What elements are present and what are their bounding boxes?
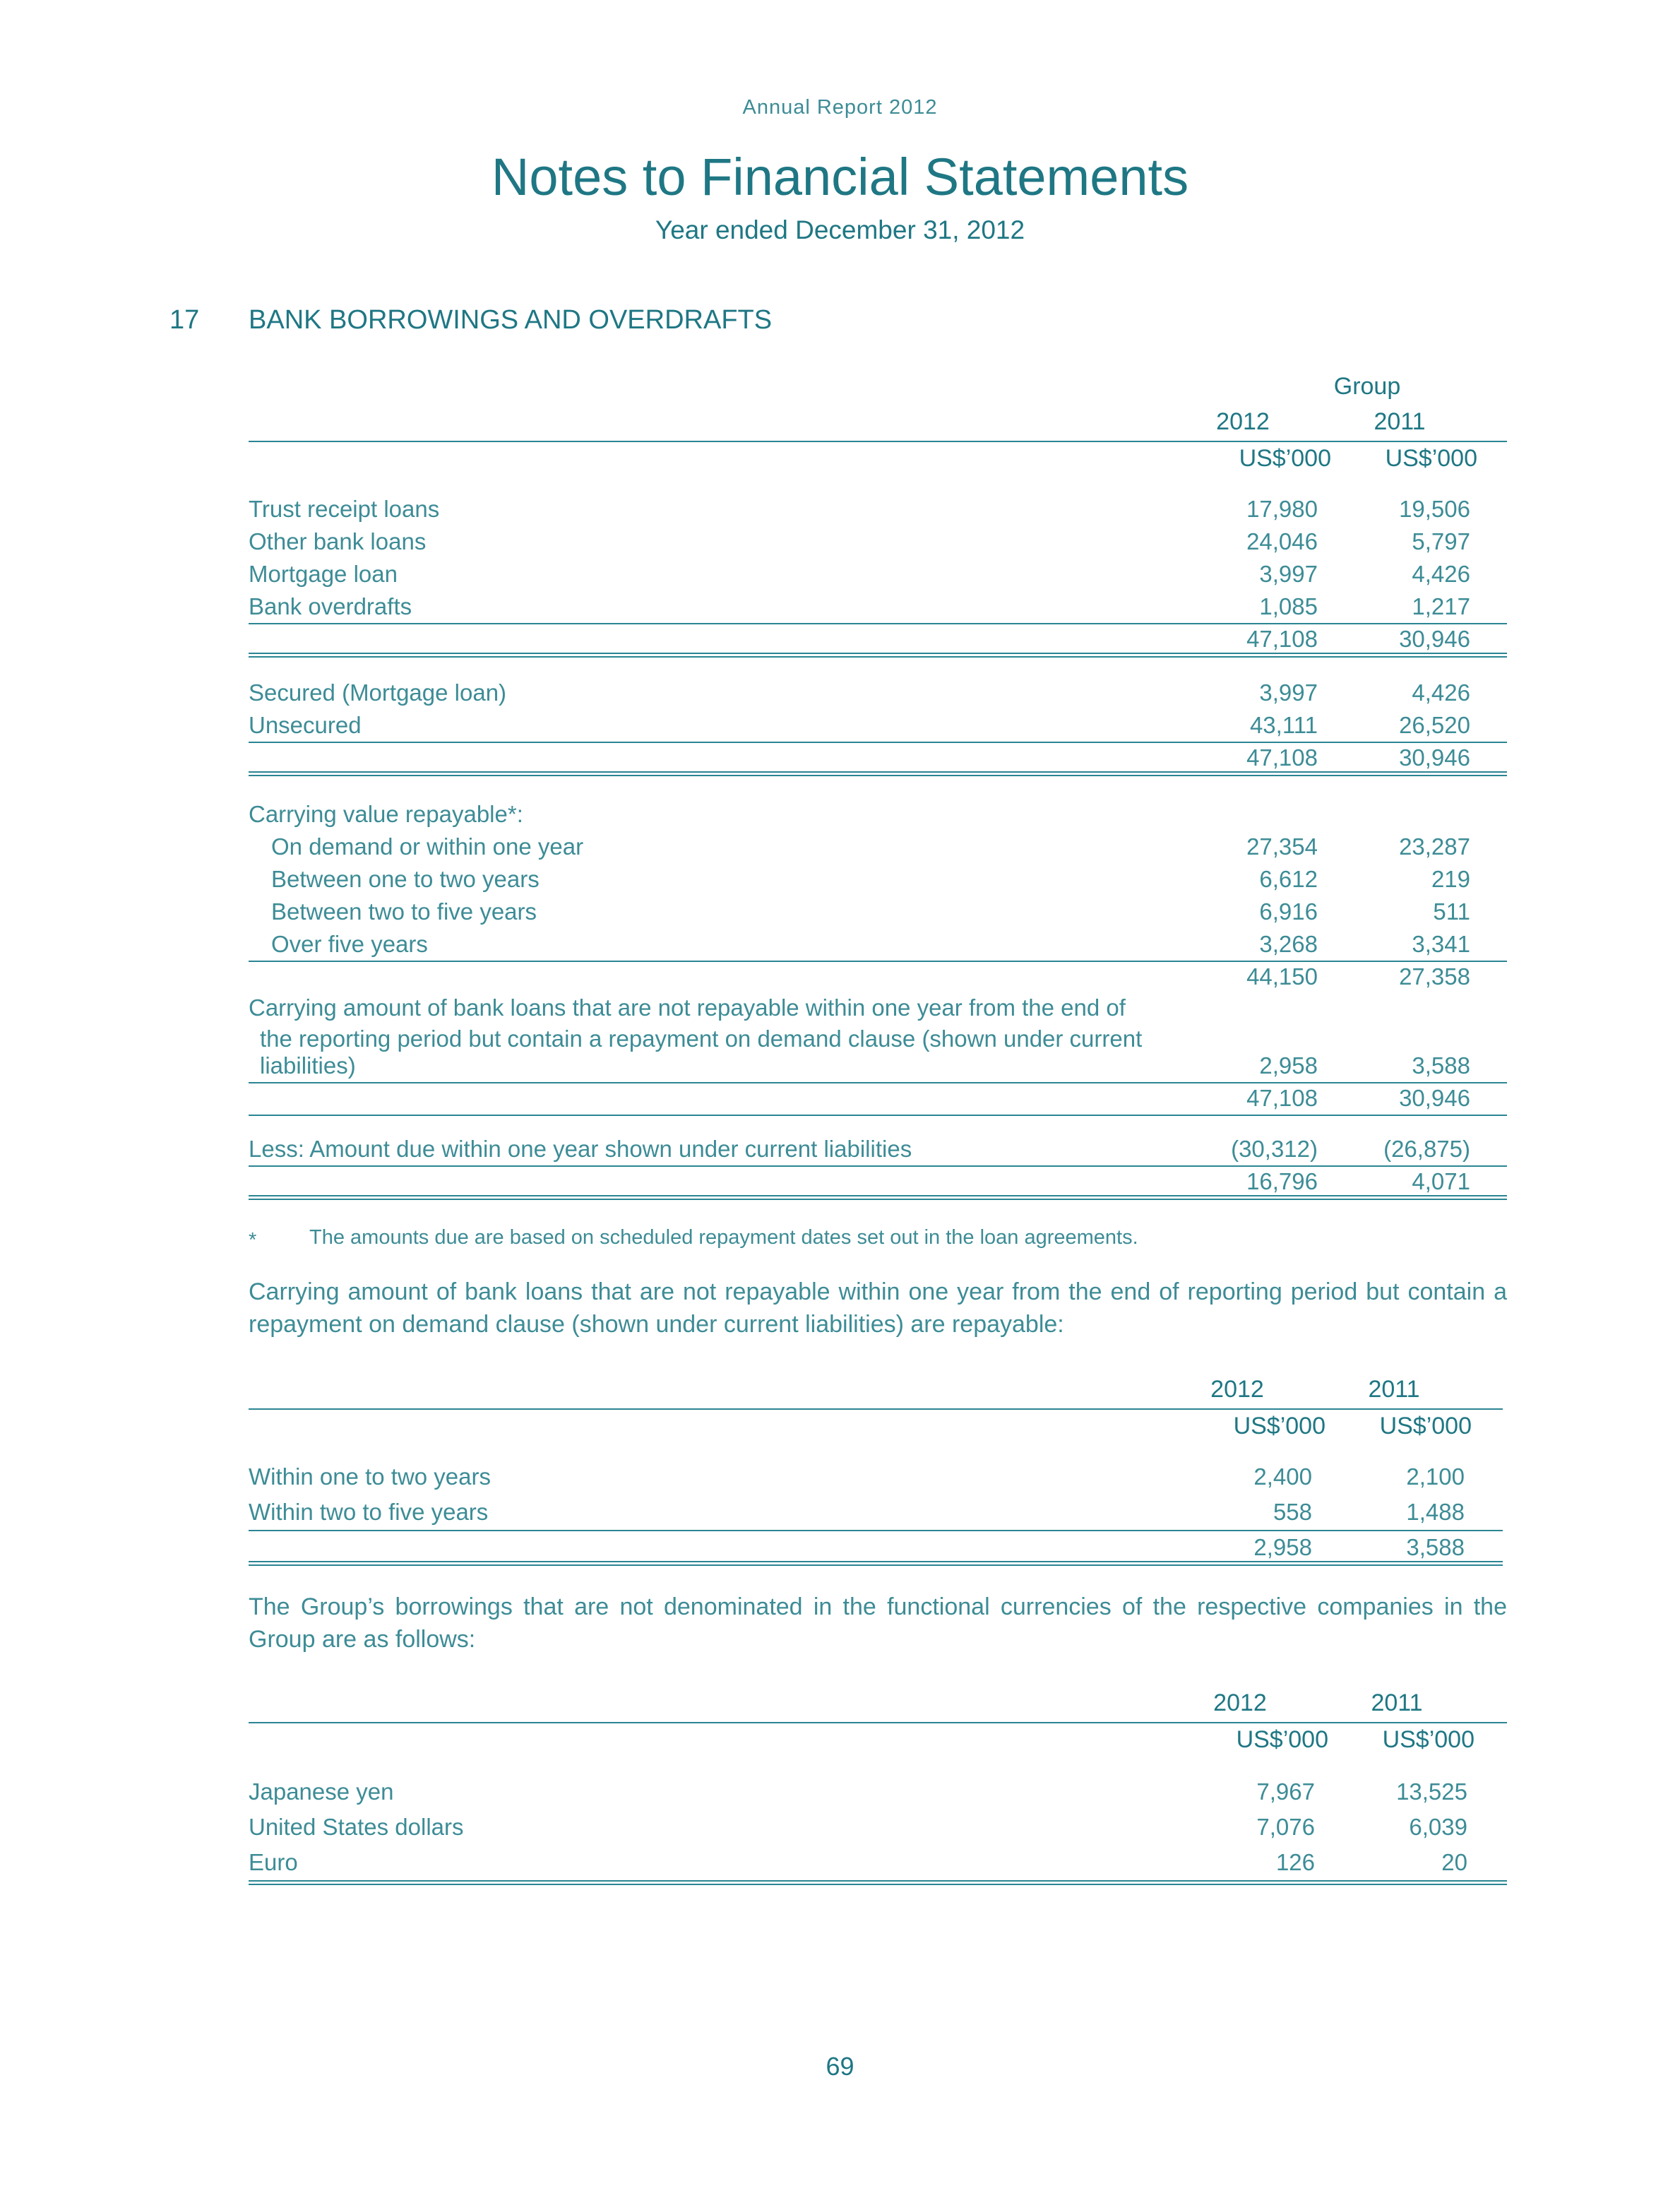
row-label: Mortgage loan: [249, 561, 398, 587]
section-title: BANK BORROWINGS AND OVERDRAFTS: [249, 305, 773, 335]
row-label: United States dollars: [249, 1814, 464, 1840]
value-2012: 17,980: [1246, 496, 1318, 522]
total-double-rule: [249, 1195, 1507, 1200]
year-header-2011: 2011: [1374, 408, 1426, 435]
row-label-line2: the reporting period but contain a repayment on demand clause (shown under current: [260, 1026, 1143, 1052]
subtotal-2012: 44,150: [1246, 963, 1318, 990]
value-2012: 3,268: [1259, 931, 1318, 957]
row-label-line1: Carrying amount of bank loans that are not repayable within one year from the end of: [249, 994, 1126, 1021]
repayable-heading: Carrying value repayable*:: [249, 801, 523, 827]
row-label-line3: liabilities): [260, 1052, 356, 1079]
value-2011: 3,588: [1412, 1052, 1470, 1079]
value-2012: 6,612: [1259, 866, 1318, 892]
value-2011: 4,426: [1412, 561, 1470, 587]
total-double-rule: [249, 1880, 1507, 1885]
value-2011: 6,039: [1409, 1814, 1467, 1840]
row-label: Less: Amount due within one year shown under current liabilities: [249, 1136, 912, 1162]
unit-header-2011: US$’000: [1382, 1726, 1475, 1753]
value-2011: 26,520: [1399, 712, 1470, 738]
total-double-rule: [249, 771, 1507, 776]
row-label: Unsecured: [249, 712, 362, 738]
footnote-mark: *: [249, 1229, 257, 1252]
row-label: Euro: [249, 1849, 298, 1875]
paragraph-demand-clause: Carrying amount of bank loans that are not repayable within one year from the end of reporting period but contain a repayment on demand clause (shown under current liabilities) are repayable:: [249, 1278, 1507, 1338]
unit-header-2012: US$’000: [1239, 445, 1331, 472]
total-2011: 3,588: [1406, 1534, 1465, 1560]
header-rule: [249, 441, 1507, 442]
row-label: Trust receipt loans: [249, 496, 440, 522]
year-header-2012: 2012: [1213, 1689, 1267, 1716]
net-2011: 4,071: [1412, 1168, 1470, 1194]
row-label: Bank overdrafts: [249, 593, 412, 619]
value-2012: 7,076: [1256, 1814, 1315, 1840]
value-2011: 2,100: [1406, 1463, 1465, 1490]
value-2012: 126: [1275, 1849, 1315, 1875]
row-label: Over five years: [271, 931, 428, 957]
net-2012: 16,796: [1246, 1168, 1318, 1194]
value-2012: 3,997: [1259, 561, 1318, 587]
row-label: Between one to two years: [271, 866, 540, 892]
value-2012: 2,400: [1253, 1463, 1312, 1490]
value-2012: 1,085: [1259, 593, 1318, 619]
row-label: Japanese yen: [249, 1778, 394, 1805]
value-2011: (26,875): [1383, 1136, 1470, 1162]
value-2012: 27,354: [1246, 833, 1318, 860]
row-label: Other bank loans: [249, 528, 427, 554]
value-2012: 43,111: [1249, 712, 1318, 738]
year-header-2011: 2011: [1371, 1689, 1423, 1716]
row-label: Secured (Mortgage loan): [249, 679, 507, 706]
subtotal-2011: 27,358: [1399, 963, 1470, 990]
total-double-rule: [249, 653, 1507, 658]
value-2012: 7,967: [1256, 1778, 1315, 1805]
year-header-2012: 2012: [1210, 1376, 1264, 1403]
value-2012: 6,916: [1259, 898, 1318, 925]
total-2012: 47,108: [1246, 626, 1318, 652]
section-number: 17: [169, 305, 200, 335]
row-rule: [249, 742, 1507, 743]
total-2012: 2,958: [1253, 1534, 1312, 1560]
value-2011: 511: [1433, 898, 1470, 925]
total-2011: 30,946: [1399, 744, 1470, 771]
value-2011: 20: [1441, 1849, 1467, 1875]
unit-header-2012: US$’000: [1233, 1413, 1325, 1439]
unit-header-2012: US$’000: [1236, 1726, 1328, 1753]
page-number: 69: [826, 2052, 854, 2081]
header-rule: [249, 1722, 1507, 1723]
unit-header-2011: US$’000: [1379, 1413, 1472, 1439]
row-rule: [249, 1082, 1507, 1083]
value-2012: 24,046: [1246, 528, 1318, 554]
total-2012: 47,108: [1246, 1085, 1318, 1111]
report-name: Annual Report 2012: [742, 96, 938, 119]
total-2011: 30,946: [1399, 626, 1470, 652]
footnote-text: The amounts due are based on scheduled repayment dates set out in the loan agreements.: [309, 1226, 1138, 1249]
unit-header-2011: US$’000: [1385, 445, 1477, 472]
total-2011: 30,946: [1399, 1085, 1470, 1111]
page-title: Notes to Financial Statements: [491, 148, 1189, 206]
value-2012: 3,997: [1259, 679, 1318, 706]
value-2011: 3,341: [1412, 931, 1470, 957]
row-label: Between two to five years: [271, 898, 537, 925]
header-rule: [249, 1408, 1503, 1410]
value-2011: 19,506: [1399, 496, 1470, 522]
value-2012: 558: [1273, 1499, 1312, 1525]
value-2012: (30,312): [1231, 1136, 1318, 1162]
page-subtitle: Year ended December 31, 2012: [655, 215, 1025, 244]
year-header-2011: 2011: [1368, 1376, 1420, 1403]
value-2012: 2,958: [1259, 1052, 1318, 1079]
value-2011: 13,525: [1396, 1778, 1467, 1805]
value-2011: 1,217: [1412, 593, 1470, 619]
row-label: Within one to two years: [249, 1463, 491, 1490]
value-2011: 23,287: [1399, 833, 1470, 860]
paragraph-currencies: The Group’s borrowings that are not denominated in the functional currencies of the respective companies in the Group are as follows:: [249, 1593, 1507, 1653]
row-label: On demand or within one year: [271, 833, 584, 860]
row-label: Within two to five years: [249, 1499, 489, 1525]
value-2011: 4,426: [1412, 679, 1470, 706]
row-rule: [249, 961, 1507, 962]
value-2011: 219: [1431, 866, 1470, 892]
value-2011: 5,797: [1412, 528, 1470, 554]
row-rule: [249, 623, 1507, 624]
row-rule: [249, 1165, 1507, 1167]
total-2012: 47,108: [1246, 744, 1318, 771]
group-header: Group: [1333, 373, 1401, 400]
row-rule: [249, 1530, 1503, 1531]
total-double-rule: [249, 1561, 1503, 1566]
value-2011: 1,488: [1406, 1499, 1465, 1525]
year-header-2012: 2012: [1216, 408, 1270, 435]
row-rule: [249, 1115, 1507, 1116]
